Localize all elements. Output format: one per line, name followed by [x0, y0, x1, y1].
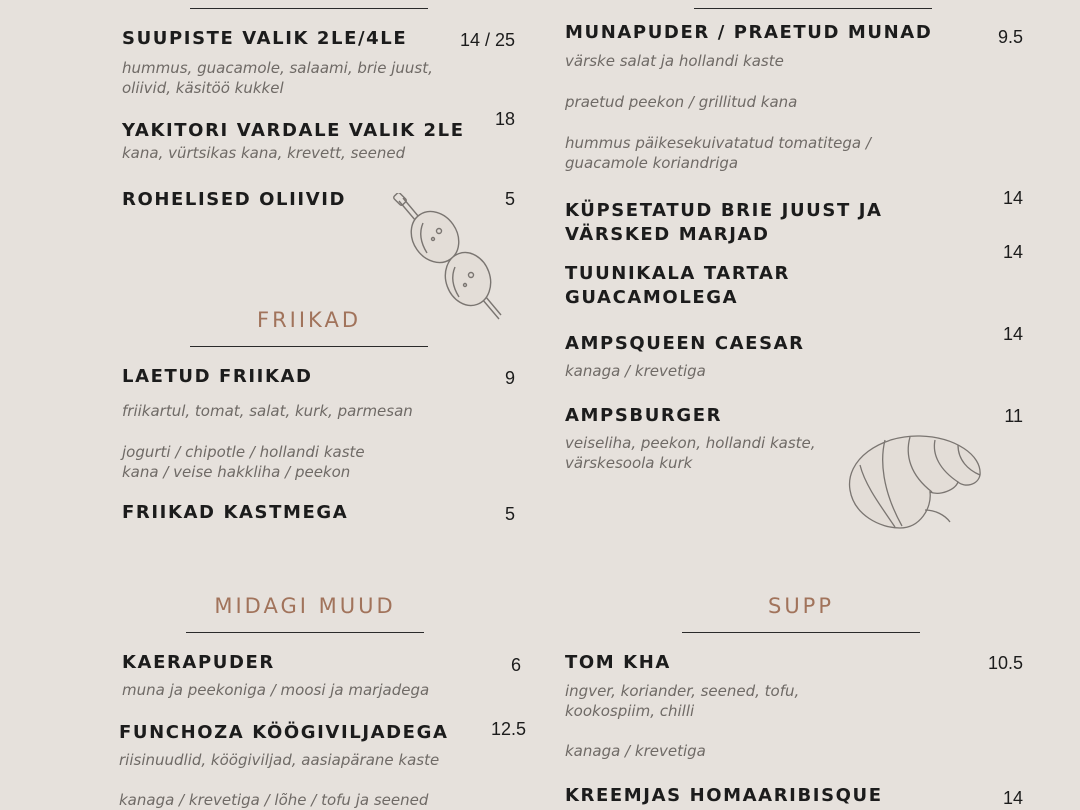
menu-item-price: 12.5	[490, 719, 526, 739]
section-divider	[190, 346, 428, 347]
menu-item-name: AMPSQUEEN CAESAR	[565, 333, 805, 354]
menu-item-description: jogurti / chipotle / hollandi kaste	[122, 443, 365, 461]
menu-item-price: 14	[1002, 242, 1023, 262]
menu-item-name: AMPSBURGER	[565, 405, 723, 426]
croissant-icon	[840, 430, 985, 530]
menu-item-price: 11	[1004, 406, 1023, 426]
menu-item-name: KÜPSETATUD BRIE JUUST JA	[565, 200, 883, 221]
menu-item-price: 14	[1002, 188, 1023, 208]
menu-item-price: 5	[504, 189, 515, 209]
menu-item-description: ingver, koriander, seened, tofu,	[565, 682, 800, 700]
menu-item-description: oliivid, käsitöö kukkel	[122, 79, 284, 97]
menu-item-price: 6	[510, 655, 521, 675]
menu-item-description: kana, vürtsikas kana, krevett, seened	[122, 144, 406, 162]
menu-item-description: praetud peekon / grillitud kana	[565, 93, 798, 111]
menu-item-name-line2: VÄRSKED MARJAD	[565, 224, 770, 245]
menu-item-description: riisinuudlid, köögiviljad, aasiapärane kaste	[119, 751, 440, 769]
menu-item-description: muna ja peekoniga / moosi ja marjadega	[122, 681, 430, 699]
menu-item-description: hummus, guacamole, salaami, brie juust,	[122, 59, 433, 77]
menu-item-name: MUNAPUDER / PRAETUD MUNAD	[565, 22, 933, 43]
section-title-friikad: FRIIKAD	[257, 308, 361, 332]
menu-item-name: KREEMJAS HOMAARIBISQUE	[565, 785, 883, 806]
menu-item-price: 10.5	[987, 653, 1023, 673]
menu-item-name: YAKITORI VARDALE VALIK 2LE	[122, 120, 465, 141]
section-divider	[682, 632, 920, 633]
olive-skewer-icon	[393, 193, 503, 323]
menu-item-description: veiseliha, peekon, hollandi kaste,	[565, 434, 816, 452]
menu-item-price: 14	[1002, 788, 1023, 808]
menu-item-name: FRIIKAD KASTMEGA	[122, 502, 349, 523]
menu-item-name: FUNCHOZA KÖÖGIVILJADEGA	[119, 722, 449, 743]
menu-item-description: kookospiim, chilli	[565, 702, 695, 720]
top-divider-right	[694, 8, 932, 9]
section-divider	[186, 632, 424, 633]
menu-item-description: kanaga / krevetiga	[565, 362, 706, 380]
menu-item-description: värskesoola kurk	[565, 454, 693, 472]
menu-item-description: kanaga / krevetiga / lõhe / tofu ja seened	[119, 791, 429, 809]
section-title-supp: SUPP	[767, 594, 835, 618]
menu-item-description: kanaga / krevetiga	[565, 742, 706, 760]
menu-item-name: LAETUD FRIIKAD	[122, 366, 313, 387]
section-title-midagi-muud: MIDAGI MUUD	[214, 594, 396, 618]
menu-item-name: KAERAPUDER	[122, 652, 275, 673]
menu-item-name-line2: GUACAMOLEGA	[565, 287, 739, 308]
menu-item-price: 14	[1002, 324, 1023, 344]
menu-item-name: ROHELISED OLIIVID	[122, 189, 347, 210]
menu-item-price: 9	[504, 368, 515, 388]
menu-item-description: värske salat ja hollandi kaste	[565, 52, 784, 70]
menu-item-price: 14 / 25	[459, 30, 515, 50]
top-divider-left	[190, 8, 428, 9]
menu-item-name: TUUNIKALA TARTAR	[565, 263, 790, 284]
menu-item-price: 18	[494, 109, 515, 129]
menu-item-description: kana / veise hakkliha / peekon	[122, 463, 351, 481]
menu-item-name: TOM KHA	[565, 652, 671, 673]
menu-item-price: 5	[504, 504, 515, 524]
menu-item-description: friikartul, tomat, salat, kurk, parmesan	[122, 402, 413, 420]
menu-item-price: 9.5	[997, 27, 1023, 47]
menu-item-name: SUUPISTE VALIK 2LE/4LE	[122, 28, 408, 49]
menu-item-description: guacamole koriandriga	[565, 154, 739, 172]
menu-item-description: hummus päikesekuivatatud tomatitega /	[565, 134, 871, 152]
